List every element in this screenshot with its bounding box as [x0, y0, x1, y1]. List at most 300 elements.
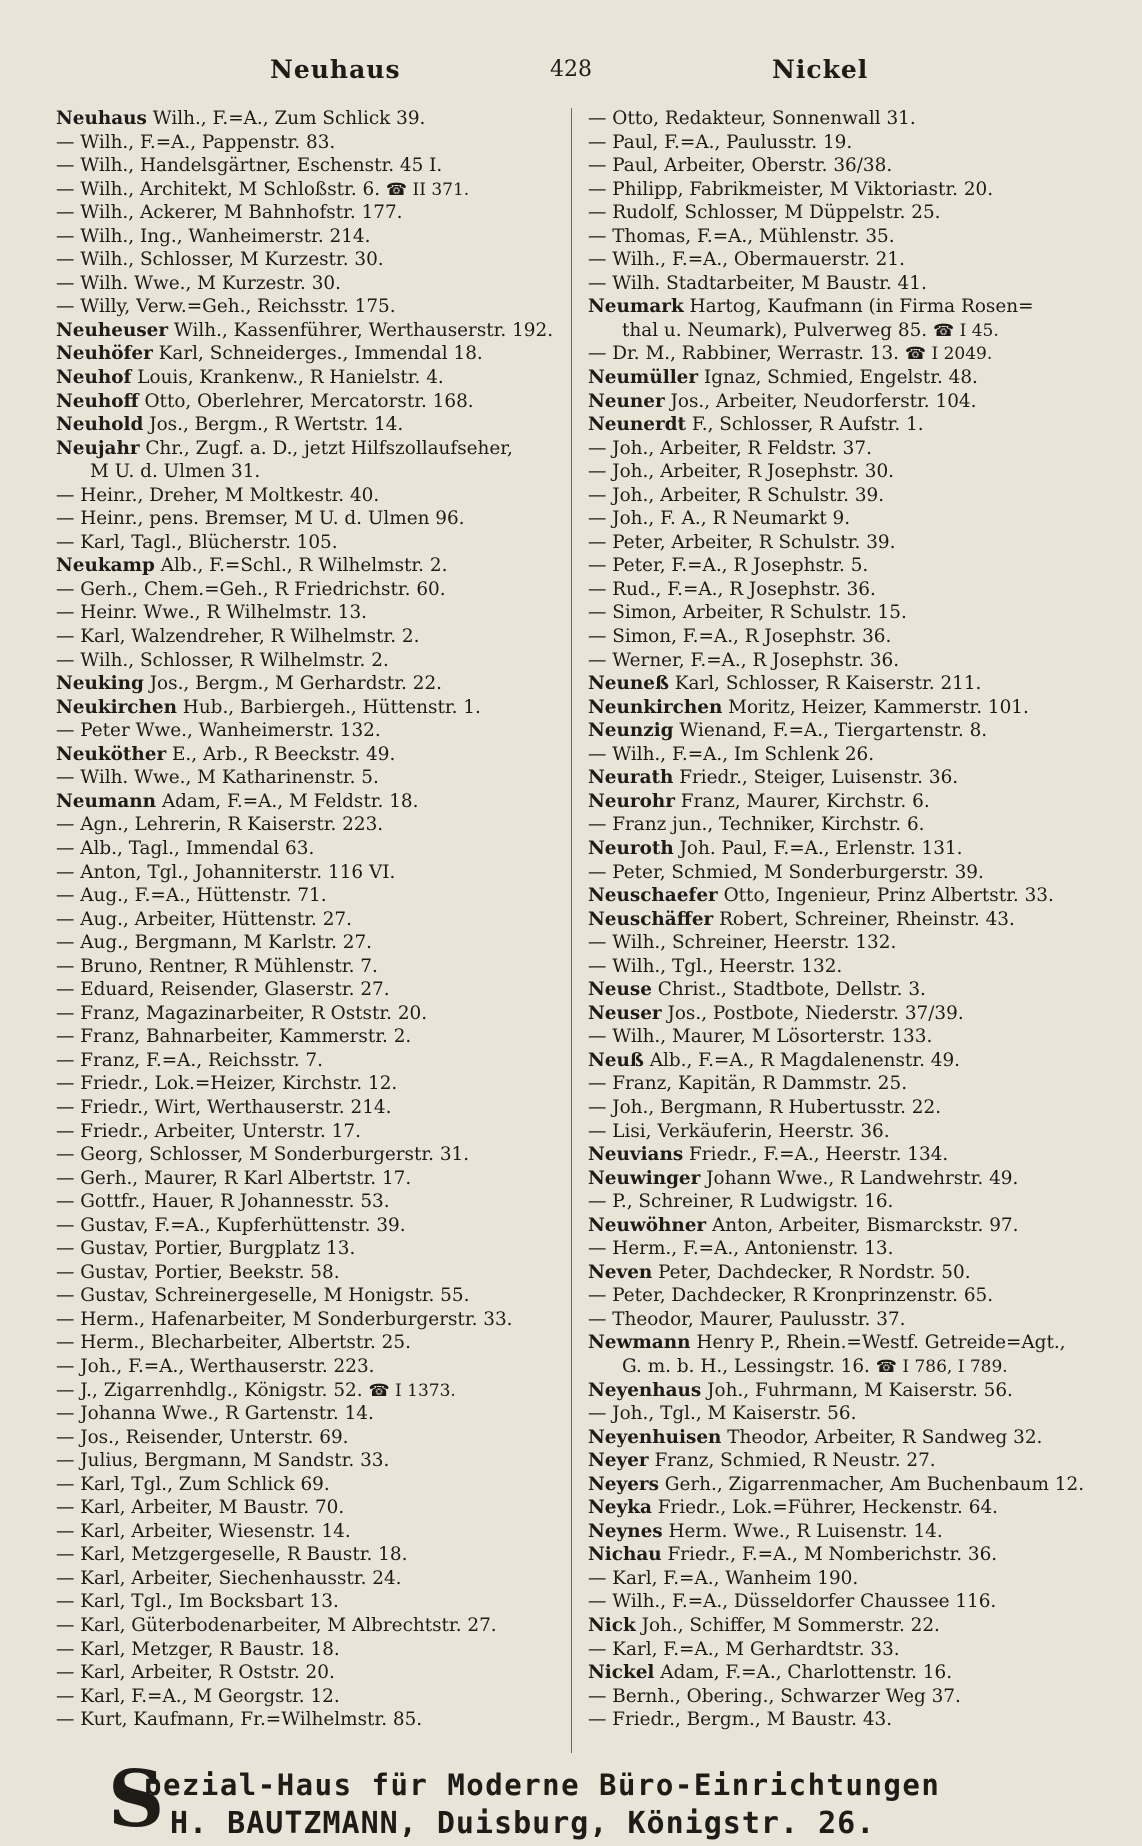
- entry-text: — Friedr., Bergm., M Baustr. 43.: [588, 1709, 893, 1731]
- directory-entry: [588, 1496, 1098, 1520]
- directory-entry: [56, 884, 556, 908]
- surname: Neven: [588, 1261, 653, 1283]
- entry-text: — Gustav, Portier, Beekstr. 58.: [56, 1261, 340, 1283]
- directory-entry: [588, 790, 1098, 814]
- entry-text: Alb., F.=Schl., R Wilhelmstr. 2.: [154, 555, 448, 577]
- directory-entry: [56, 413, 556, 437]
- directory-entry: [56, 1614, 556, 1638]
- surname: Neuwinger: [588, 1167, 701, 1189]
- entry-text: — Wilh., Schlosser, R Wilhelmstr. 2.: [56, 649, 389, 671]
- directory-entry: [56, 790, 556, 814]
- surname: Nichau: [588, 1544, 662, 1566]
- entry-text: — Gustav, Schreinergeselle, M Honigstr. 55.: [56, 1285, 470, 1307]
- entry-text: — Wilh., F.=A., Pappenstr. 83.: [56, 131, 336, 153]
- entry-text: — Wilh., Schreiner, Heerstr. 132.: [588, 932, 897, 954]
- entry-text: thal u. Neumark), Pulverweg 85.: [622, 319, 928, 341]
- entry-text: Adam, F.=A., M Feldstr. 18.: [156, 790, 419, 812]
- surname: Neuvians: [588, 1144, 684, 1166]
- entry-text: — Herm., Hafenarbeiter, M Sonderburgerstr. 33.: [56, 1308, 513, 1330]
- directory-entry: [588, 766, 1098, 790]
- surname: Neuroth: [588, 837, 674, 859]
- directory-entry: [588, 1614, 1098, 1638]
- entry-text: — Karl, Tgl., Im Bocksbart 13.: [56, 1591, 339, 1613]
- directory-entry: [56, 131, 556, 155]
- telephone-number: ☎ I 2049.: [904, 344, 993, 365]
- entry-text: — Joh., Arbeiter, R Schulstr. 39.: [588, 484, 885, 506]
- directory-entry: [588, 931, 1098, 955]
- entry-text: — Karl, Metzger, R Baustr. 18.: [56, 1638, 340, 1660]
- entry-text: Jos., Bergm., R Wertstr. 14.: [143, 414, 404, 436]
- directory-entry: [56, 719, 556, 743]
- directory-entry: [56, 1120, 556, 1144]
- entry-text: Henry P., Rhein.=Westf. Getreide=Agt.,: [690, 1332, 1066, 1354]
- surname: Neunerdt: [588, 414, 686, 436]
- entry-text: — Karl, Tagl., Blücherstr. 105.: [56, 531, 338, 553]
- advert-line-2: H. BAUTZMANN, Duisburg, Königstr. 26.: [170, 1806, 876, 1841]
- entry-text: — Heinr. Wwe., R Wilhelmstr. 13.: [56, 602, 368, 624]
- directory-entry: [56, 813, 556, 837]
- directory-entry: [56, 1543, 556, 1567]
- directory-entry: [56, 1638, 556, 1662]
- entry-text: — Franz jun., Techniker, Kirchstr. 6.: [588, 814, 925, 836]
- directory-entry: [56, 201, 556, 225]
- surname: Neurath: [588, 767, 674, 789]
- entry-text: Hub., Barbiergeh., Hüttenstr. 1.: [176, 696, 481, 718]
- entry-text: — Wilh., Architekt, M Schloßstr. 6.: [56, 178, 381, 200]
- entry-text: — Wilh., Ing., Wanheimerstr. 214.: [56, 225, 371, 247]
- entry-text: Friedr., F.=A., Heerstr. 134.: [683, 1144, 949, 1166]
- entry-text: — Friedr., Arbeiter, Unterstr. 17.: [56, 1120, 361, 1142]
- directory-entry: [56, 178, 556, 202]
- directory-entry: [588, 460, 1098, 484]
- entry-text: Friedr., F.=A., M Nomberichstr. 36.: [661, 1544, 998, 1566]
- directory-entry: [588, 672, 1098, 696]
- directory-entry: [588, 1708, 1098, 1732]
- directory-entry: [56, 1143, 556, 1167]
- entry-text: — Wilh., F.=A., Obermauerstr. 21.: [588, 249, 905, 271]
- entry-text: — J., Zigarrenhdlg., Königstr. 52.: [56, 1379, 363, 1401]
- entry-text: Joh., Schiffer, M Sommerstr. 22.: [635, 1615, 940, 1636]
- entry-text: — Rudolf, Schlosser, M Düppelstr. 25.: [588, 202, 941, 224]
- entry-text: Herm. Wwe., R Luisenstr. 14.: [662, 1520, 943, 1542]
- surname: Newmann: [588, 1332, 691, 1354]
- entry-text: Christ., Stadtbote, Dellstr. 3.: [651, 979, 926, 1001]
- surname: Neurohr: [588, 790, 675, 812]
- surname: Neuhöfer: [56, 343, 153, 365]
- directory-entry: [56, 1402, 556, 1426]
- entry-text: — Karl, Arbeiter, Siechenhausstr. 24.: [56, 1567, 402, 1589]
- entry-text: — Theodor, Maurer, Paulusstr. 37.: [588, 1308, 906, 1330]
- directory-entry: [588, 1025, 1098, 1049]
- directory-entry: [56, 743, 556, 767]
- telephone-number: ☎ II 371.: [385, 179, 470, 200]
- surname: Neuhold: [56, 414, 144, 436]
- entry-text: — Alb., Tagl., Immendal 63.: [56, 837, 315, 859]
- entry-text: — Herm., F.=A., Antonienstr. 13.: [588, 1238, 894, 1260]
- entry-text: F., Schlosser, R Aufstr. 1.: [686, 414, 924, 436]
- entry-text: — Rud., F.=A., R Josephstr. 36.: [588, 578, 876, 600]
- entry-text: Peter, Dachdecker, R Nordstr. 50.: [652, 1261, 971, 1283]
- surname: Neyers: [588, 1473, 659, 1495]
- directory-entry: [588, 531, 1098, 555]
- directory-entry: [588, 1049, 1098, 1073]
- directory-entry: [56, 931, 556, 955]
- directory-entry: [56, 1590, 556, 1614]
- directory-entry: [588, 1214, 1098, 1238]
- directory-entry: [588, 1661, 1098, 1685]
- entry-text: — Wilh. Wwe., M Kurzestr. 30.: [56, 272, 341, 294]
- directory-entry: [56, 1567, 556, 1591]
- entry-text: M U. d. Ulmen 31.: [90, 461, 261, 483]
- directory-entry: [56, 837, 556, 861]
- directory-entry: [56, 295, 556, 319]
- directory-entry: [56, 1355, 556, 1379]
- entry-text: Alb., F.=A., R Magdalenenstr. 49.: [643, 1049, 961, 1071]
- entry-text: Friedr., Lok.=Führer, Heckenstr. 64.: [651, 1497, 999, 1519]
- directory-entry: [588, 484, 1098, 508]
- left-column: [56, 107, 556, 1732]
- entry-text: — Simon, Arbeiter, R Schulstr. 15.: [588, 602, 907, 624]
- directory-entry: [588, 1567, 1098, 1591]
- directory-entry: [588, 837, 1098, 861]
- surname: Neyer: [588, 1450, 649, 1472]
- directory-entry: [588, 1120, 1098, 1144]
- surname: Nick: [588, 1615, 636, 1636]
- entry-text: — Agn., Lehrerin, R Kaiserstr. 223.: [56, 814, 384, 836]
- surname: Neuköther: [56, 743, 167, 765]
- directory-entry: [588, 272, 1098, 296]
- entry-text: Wilh., Kassenführer, Werthauserstr. 192.: [168, 319, 554, 341]
- entry-text: — Otto, Redakteur, Sonnenwall 31.: [588, 108, 916, 129]
- entry-text: — Aug., F.=A., Hüttenstr. 71.: [56, 885, 327, 907]
- entry-text: — Franz, Magazinarbeiter, R Oststr. 20.: [56, 1002, 428, 1024]
- directory-entry: [588, 295, 1098, 319]
- entry-text: — Anton, Tgl., Johanniterstr. 116 VI.: [56, 861, 396, 883]
- entry-text: Jos., Arbeiter, Neudorferstr. 104.: [664, 390, 977, 412]
- surname: Neyenhuisen: [588, 1426, 722, 1448]
- page-number: 428: [550, 57, 592, 82]
- entry-text: — Julius, Bergmann, M Sandstr. 33.: [56, 1450, 390, 1472]
- entry-text: Joh., Fuhrmann, M Kaiserstr. 56.: [701, 1379, 1013, 1401]
- directory-entry: [588, 413, 1098, 437]
- entry-text: — Bernh., Obering., Schwarzer Weg 37.: [588, 1685, 961, 1707]
- entry-text: G. m. b. H., Lessingstr. 16.: [622, 1355, 870, 1377]
- entry-text: Karl, Schneiderges., Immendal 18.: [152, 343, 483, 365]
- entry-text: Otto, Ingenieur, Prinz Albertstr. 33.: [717, 885, 1054, 907]
- directory-entry: [56, 1331, 556, 1355]
- entry-text: Ignaz, Schmied, Engelstr. 48.: [698, 367, 978, 389]
- directory-entry: [56, 601, 556, 625]
- surname: Neuß: [588, 1049, 644, 1071]
- directory-entry: [588, 201, 1098, 225]
- surname: Neumann: [56, 790, 156, 812]
- entry-text: Karl, Schlosser, R Kaiserstr. 211.: [668, 673, 982, 695]
- entry-text: — Karl, F.=A., Wanheim 190.: [588, 1567, 859, 1589]
- header-right-keyword: Nickel: [772, 55, 869, 84]
- directory-entry: [588, 1449, 1098, 1473]
- surname: Neumark: [588, 296, 684, 318]
- entry-text: — Wilh., Maurer, M Lösorterstr. 133.: [588, 1026, 933, 1048]
- entry-text: — Franz, Kapitän, R Dammstr. 25.: [588, 1073, 908, 1095]
- entry-text: — Karl, Metzgergeselle, R Baustr. 18.: [56, 1544, 408, 1566]
- directory-entry: [588, 1190, 1098, 1214]
- directory-entry: [588, 861, 1098, 885]
- directory-entry: [56, 1002, 556, 1026]
- directory-entry: [56, 1661, 556, 1685]
- entry-text: — Joh., Arbeiter, R Feldstr. 37.: [588, 437, 872, 459]
- entry-text: — Gerh., Chem.=Geh., R Friedrichstr. 60.: [56, 578, 446, 600]
- entry-text: — Wilh., Ackerer, M Bahnhofstr. 177.: [56, 202, 403, 224]
- entry-text: Adam, F.=A., Charlottenstr. 16.: [654, 1662, 953, 1684]
- surname: Neyenhaus: [588, 1379, 702, 1401]
- directory-entry: [56, 1449, 556, 1473]
- surname: Neumüller: [588, 367, 699, 389]
- directory-entry: [588, 319, 1098, 343]
- entry-text: — Wilh., F.=A., Düsseldorfer Chaussee 116.: [588, 1591, 997, 1613]
- page-header: [0, 55, 1142, 95]
- entry-text: — Herm., Blecharbeiter, Albertstr. 25.: [56, 1332, 411, 1354]
- entry-text: — Joh., F.=A., Werthauserstr. 223.: [56, 1355, 375, 1377]
- directory-entry: [56, 1190, 556, 1214]
- directory-entry: [588, 1284, 1098, 1308]
- directory-entry: [588, 1167, 1098, 1191]
- directory-entry: [588, 1590, 1098, 1614]
- directory-entry: [56, 1237, 556, 1261]
- entry-text: — Paul, F.=A., Paulusstr. 19.: [588, 131, 853, 153]
- entry-text: — Dr. M., Rabbiner, Werrastr. 13.: [588, 343, 900, 365]
- entry-text: — Heinr., pens. Bremser, M U. d. Ulmen 96.: [56, 508, 465, 530]
- directory-entry: [56, 1379, 556, 1403]
- directory-entry: [588, 1002, 1098, 1026]
- entry-text: — Johanna Wwe., R Gartenstr. 14.: [56, 1403, 374, 1425]
- directory-entry: [56, 154, 556, 178]
- entry-text: — Gustav, Portier, Burgplatz 13.: [56, 1238, 356, 1260]
- directory-entry: [56, 578, 556, 602]
- entry-text: — Friedr., Lok.=Heizer, Kirchstr. 12.: [56, 1073, 398, 1095]
- surname: Neuschäffer: [588, 908, 714, 930]
- entry-text: — Karl, Arbeiter, R Oststr. 20.: [56, 1662, 335, 1684]
- entry-text: — Werner, F.=A., R Josephstr. 36.: [588, 649, 900, 671]
- entry-text: Friedr., Steiger, Luisenstr. 36.: [673, 767, 959, 789]
- directory-entry: [588, 1473, 1098, 1497]
- entry-text: — Willy, Verw.=Geh., Reichsstr. 175.: [56, 296, 396, 318]
- entry-text: — Lisi, Verkäuferin, Heerstr. 36.: [588, 1120, 890, 1142]
- directory-entry: [56, 1284, 556, 1308]
- entry-text: — Karl, F.=A., M Georgstr. 12.: [56, 1685, 340, 1707]
- entry-text: Moritz, Heizer, Kammerstr. 101.: [722, 696, 1029, 718]
- directory-entry: [56, 342, 556, 366]
- directory-entry: [588, 1331, 1098, 1355]
- directory-entry: [56, 1308, 556, 1332]
- directory-entry: [588, 507, 1098, 531]
- directory-entry: [56, 649, 556, 673]
- surname: Neuhoff: [56, 390, 139, 412]
- directory-entry: [588, 1379, 1098, 1403]
- telephone-number: ☎ I 1373.: [368, 1380, 456, 1401]
- surname: Neuhaus: [56, 108, 147, 129]
- directory-entry: [56, 225, 556, 249]
- directory-entry: [56, 978, 556, 1002]
- directory-entry: [588, 955, 1098, 979]
- directory-entry: [56, 1072, 556, 1096]
- entry-text: — Peter, F.=A., R Josephstr. 5.: [588, 555, 869, 577]
- directory-entry: [588, 131, 1098, 155]
- entry-text: — Aug., Arbeiter, Hüttenstr. 27.: [56, 908, 352, 930]
- header-left-keyword: Neuhaus: [270, 55, 401, 84]
- entry-text: — Kurt, Kaufmann, Fr.=Wilhelmstr. 85.: [56, 1709, 423, 1731]
- entry-text: — Wilh., Handelsgärtner, Eschenstr. 45 I.: [56, 155, 443, 177]
- directory-entry: [56, 507, 556, 531]
- column-divider: [571, 108, 572, 1753]
- directory-entry: [56, 366, 556, 390]
- directory-entry: [588, 366, 1098, 390]
- directory-entry: [56, 908, 556, 932]
- directory-entry: [588, 1308, 1098, 1332]
- entry-text: Jos., Postbote, Niederstr. 37/39.: [661, 1002, 964, 1024]
- directory-entry: [56, 1473, 556, 1497]
- directory-entry: [56, 625, 556, 649]
- directory-entry: [56, 107, 556, 131]
- advert-line-1: pezial-Haus für Moderne Büro-Einrichtungen: [144, 1768, 941, 1802]
- entry-text: — Gerh., Maurer, R Karl Albertstr. 17.: [56, 1167, 412, 1189]
- directory-entry: [56, 531, 556, 555]
- directory-entry: [588, 1402, 1098, 1426]
- telephone-number: ☎ I 786, I 789.: [875, 1356, 1008, 1377]
- surname: Neyka: [588, 1497, 652, 1519]
- entry-text: — Wilh., Tgl., Heerstr. 132.: [588, 955, 843, 977]
- entry-text: Otto, Oberlehrer, Mercatorstr. 168.: [138, 390, 474, 412]
- entry-text: — Friedr., Wirt, Werthauserstr. 214.: [56, 1096, 392, 1118]
- directory-entry: [56, 1708, 556, 1732]
- surname: Neynes: [588, 1520, 663, 1542]
- directory-entry: [56, 1096, 556, 1120]
- directory-entry: [588, 1261, 1098, 1285]
- entry-text: E., Arb., R Beeckstr. 49.: [166, 743, 396, 765]
- directory-entry: [588, 743, 1098, 767]
- entry-text: — Simon, F.=A., R Josephstr. 36.: [588, 626, 892, 648]
- entry-text: — Karl, Arbeiter, Wiesenstr. 14.: [56, 1520, 351, 1542]
- entry-text: Anton, Arbeiter, Bismarckstr. 97.: [706, 1214, 1019, 1236]
- entry-text: — Wilh., F.=A., Im Schlenk 26.: [588, 743, 875, 765]
- surname: Neukamp: [56, 555, 155, 577]
- directory-entry: [588, 578, 1098, 602]
- surname: Neuschaefer: [588, 885, 718, 907]
- entry-text: — Jos., Reisender, Unterstr. 69.: [56, 1426, 349, 1448]
- directory-entry: [56, 390, 556, 414]
- directory-entry: [56, 1496, 556, 1520]
- directory-entry: [56, 1049, 556, 1073]
- directory-entry: [56, 484, 556, 508]
- directory-entry: [588, 1096, 1098, 1120]
- entry-text: — Karl, Tgl., Zum Schlick 69.: [56, 1473, 330, 1495]
- directory-entry: [56, 766, 556, 790]
- directory-entry: [588, 625, 1098, 649]
- directory-entry: [56, 248, 556, 272]
- entry-text: — Karl, Walzendreher, R Wilhelmstr. 2.: [56, 626, 420, 648]
- entry-text: — Peter, Schmied, M Sonderburgerstr. 39.: [588, 861, 984, 883]
- directory-entry: [56, 861, 556, 885]
- directory-entry: [588, 342, 1098, 366]
- directory-entry: [588, 390, 1098, 414]
- entry-text: — Peter Wwe., Wanheimerstr. 132.: [56, 720, 381, 742]
- entry-text: — Georg, Schlosser, M Sonderburgerstr. 31.: [56, 1144, 470, 1166]
- surname: Neunkirchen: [588, 696, 723, 718]
- directory-entry: [588, 1072, 1098, 1096]
- entry-text: — Gustav, F.=A., Kupferhüttenstr. 39.: [56, 1214, 406, 1236]
- surname: Neujahr: [56, 437, 140, 459]
- directory-entry: [588, 554, 1098, 578]
- directory-entry: [588, 601, 1098, 625]
- surname: Neuheuser: [56, 319, 169, 341]
- entry-text: — Gottfr., Hauer, R Johannesstr. 53.: [56, 1191, 390, 1213]
- directory-entry: [588, 1143, 1098, 1167]
- entry-text: Franz, Schmied, R Neustr. 27.: [648, 1450, 936, 1472]
- entry-text: Jos., Bergm., M Gerhardstr. 22.: [143, 673, 442, 695]
- entry-text: — Thomas, F.=A., Mühlenstr. 35.: [588, 225, 895, 247]
- entry-text: — Wilh. Stadtarbeiter, M Baustr. 41.: [588, 272, 927, 294]
- entry-text: — Peter, Dachdecker, R Kronprinzenstr. 65.: [588, 1285, 994, 1307]
- directory-entry: [588, 649, 1098, 673]
- surname: Neuking: [56, 673, 144, 695]
- directory-entry: [588, 813, 1098, 837]
- directory-entry: [588, 154, 1098, 178]
- directory-entry: [56, 955, 556, 979]
- entry-text: Louis, Krankenw., R Hanielstr. 4.: [131, 367, 444, 389]
- directory-entry: [588, 1685, 1098, 1709]
- surname: Neuse: [588, 979, 652, 1001]
- entry-text: Theodor, Arbeiter, R Sandweg 32.: [721, 1426, 1043, 1448]
- entry-text: — Joh., Bergmann, R Hubertusstr. 22.: [588, 1096, 942, 1118]
- advertisement: [108, 1754, 1068, 1845]
- entry-text: — Joh., F. A., R Neumarkt 9.: [588, 508, 851, 530]
- entry-text: Wienand, F.=A., Tiergartenstr. 8.: [673, 720, 988, 742]
- directory-entry: [588, 437, 1098, 461]
- directory-entry: [56, 437, 556, 461]
- surname: Neuwöhner: [588, 1214, 707, 1236]
- directory-entry: [588, 978, 1098, 1002]
- surname: Neuner: [588, 390, 665, 412]
- right-column: [588, 107, 1098, 1732]
- directory-entry: [588, 696, 1098, 720]
- entry-text: — Franz, Bahnarbeiter, Kammerstr. 2.: [56, 1026, 412, 1048]
- directory-entry: [588, 225, 1098, 249]
- entry-text: — Karl, Arbeiter, M Baustr. 70.: [56, 1497, 345, 1519]
- directory-entry: [56, 696, 556, 720]
- surname: Nickel: [588, 1662, 655, 1684]
- directory-entry: [588, 1543, 1098, 1567]
- directory-entry: [588, 107, 1098, 131]
- surname: Neunzig: [588, 720, 674, 742]
- entry-text: — Wilh., Schlosser, M Kurzestr. 30.: [56, 249, 384, 271]
- directory-entry: [56, 1214, 556, 1238]
- directory-entry: [56, 1426, 556, 1450]
- directory-entry: [588, 908, 1098, 932]
- entry-text: — Paul, Arbeiter, Oberstr. 36/38.: [588, 155, 893, 177]
- entry-text: — Karl, Güterbodenarbeiter, M Albrechtstr. 27.: [56, 1615, 497, 1636]
- entry-text: — Franz, F.=A., Reichsstr. 7.: [56, 1049, 323, 1071]
- entry-text: — Heinr., Dreher, M Moltkestr. 40.: [56, 484, 380, 506]
- surname: Neukirchen: [56, 696, 177, 718]
- entry-text: Robert, Schreiner, Rheinstr. 43.: [713, 908, 1015, 930]
- entry-text: — Wilh. Wwe., M Katharinenstr. 5.: [56, 767, 379, 789]
- entry-text: Chr., Zugf. a. D., jetzt Hilfszollaufseher,: [139, 437, 513, 459]
- advert-initial: S: [108, 1754, 165, 1845]
- directory-entry: [56, 319, 556, 343]
- surname: Neuhof: [56, 367, 132, 389]
- directory-entry: [588, 1237, 1098, 1261]
- directory-entry: [56, 272, 556, 296]
- entry-text: Hartog, Kaufmann (in Firma Rosen=: [683, 296, 1034, 318]
